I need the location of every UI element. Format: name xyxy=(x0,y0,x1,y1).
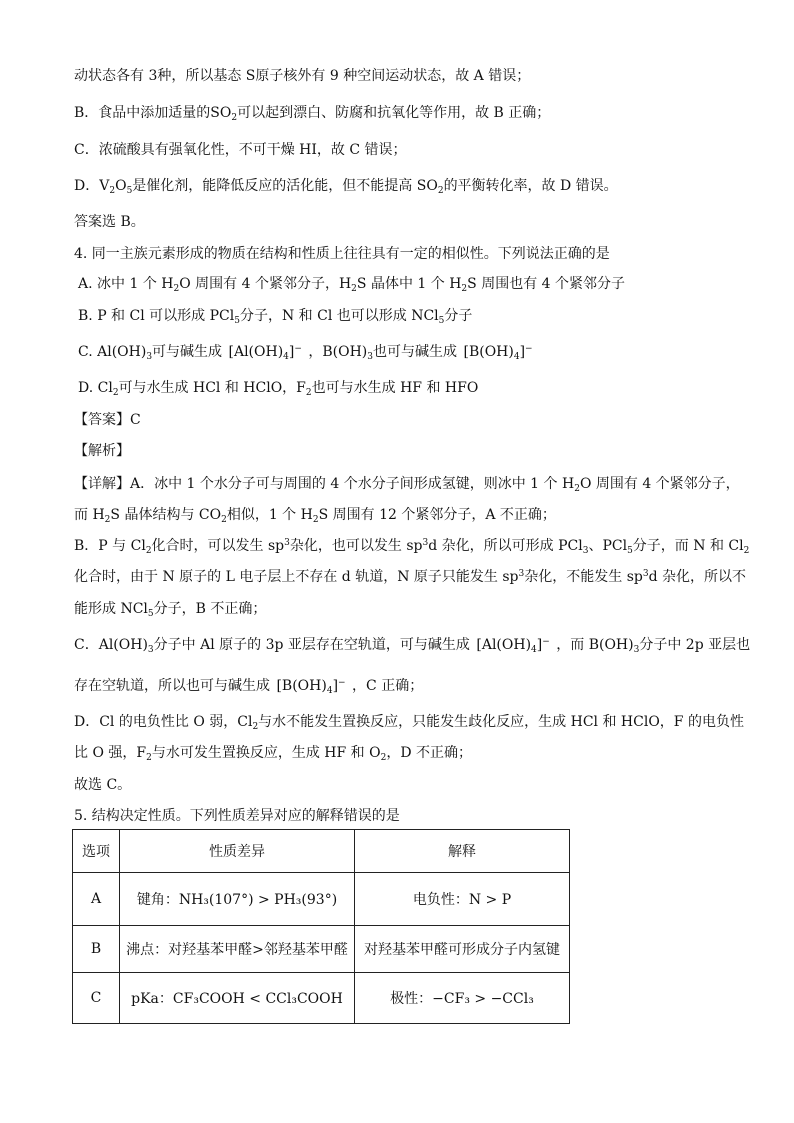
complex-ion: $[Al(OH)_4]^-$ xyxy=(228,344,302,362)
text-line: B．食品中添加适量的$SO_2$可以起到漂白、防腐和抗氧化等作用，故 B 正确； xyxy=(74,105,551,123)
detail-line: C．$Al(OH)_3$分子中 Al 原子的 3p 亚层存在空轨道，可与碱生成 $[Al(OH)_4]^-$ ，而 $B(OH)_3$分子中 2p 亚层也 xyxy=(74,637,751,655)
table-cell: A xyxy=(73,873,120,926)
option-d: D. $Cl_2$可与水生成 HCl 和 HClO，$F_2$也可与水生成 HF 和 HFO xyxy=(78,380,479,398)
question-stem: 5. 结构决定性质。下列性质差异对应的解释错误的是 xyxy=(74,808,400,824)
analysis-tag: 【解析】 xyxy=(74,443,130,459)
option-c: C. $Al(OH)_3$可与碱生成 $[Al(OH)_4]^-$ ，$B(OH)_3$也可与碱生成 $[B(OH)_4]^-$ xyxy=(78,344,533,362)
table-row xyxy=(73,926,570,973)
answer-tag: 【答案】 xyxy=(74,412,130,428)
detail-line: D．Cl 的电负性比 O 弱，$Cl_2$与水不能发生置换反应，只能发生歧化反应，生成 HCl 和 HClO，F 的电负性 xyxy=(74,714,744,732)
text-line: 动状态各有 3种，所以基态 S原子核外有 9 种空间运动状态，故 A 错误； xyxy=(74,68,531,84)
detail-line: 存在空轨道，所以也可与碱生成 $[B(OH)_4]^-$ ，C 正确； xyxy=(74,678,424,696)
table-row xyxy=(73,873,570,926)
table-cell: B xyxy=(73,926,120,973)
table-header: 解释 xyxy=(355,830,570,873)
option-b: B. P 和 Cl 可以形成 PCl$_5$分子，N 和 Cl 也可以形成 NCl$_5$分子 xyxy=(78,308,473,326)
text-line: C．浓硫酸具有强氧化性，不可干燥 HI，故 C 错误； xyxy=(74,142,407,158)
question-stem: 4. 同一主族元素形成的物质在结构和性质上往往具有一定的相似性。下列说法正确的是 xyxy=(74,246,610,262)
complex-ion: $[Al(OH)_4]^-$ xyxy=(476,637,550,655)
text-line: 答案选 B。 xyxy=(74,214,145,230)
table-header: 选项 xyxy=(73,830,120,873)
detail-line: 比 O 强，$F_2$与水可发生置换反应，生成 HF 和 $O_2$，D 不正确； xyxy=(74,745,473,763)
detail-line: B．P 与 $Cl_2$化合时，可以发生 $sp^3$杂化，也可以发生 $sp^3d$ 杂化，所以可形成 PCl$_3$、PCl$_5$分子，而 N 和 $Cl_2$ xyxy=(74,538,750,556)
options-table xyxy=(72,829,570,1024)
table-header-row xyxy=(73,830,570,873)
detail-line: 能形成 NCl$_5$分子，B 不正确； xyxy=(74,601,267,619)
table-row xyxy=(73,973,570,1024)
complex-ion: $[B(OH)_4]^-$ xyxy=(463,344,533,362)
detail-line: 故选 C。 xyxy=(74,777,132,793)
complex-ion: $[B(OH)_4]^-$ xyxy=(276,678,346,696)
table-cell: 键角：NH₃(107°) > PH₃(93°) xyxy=(120,873,355,926)
table-cell: 沸点：对羟基苯甲醛>邻羟基苯甲醛 xyxy=(120,926,355,973)
detail-line: 【详解】A．冰中 1 个水分子可与周围的 4 个水分子间形成氢键，则冰中 1 个 $H_2O$ 周围有 4 个紧邻分子， xyxy=(74,476,740,494)
option-a: A. 冰中 1 个 $H_2O$ 周围有 4 个紧邻分子，$H_2S$ 晶体中 1 个 $H_2S$ 周围也有 4 个紧邻分子 xyxy=(78,276,626,294)
table-cell: pKa：CF₃COOH < CCl₃COOH xyxy=(120,973,355,1024)
table-cell: 电负性：N > P xyxy=(355,873,570,926)
table-cell: 对羟基苯甲醛可形成分子内氢键 xyxy=(355,926,570,973)
table-header: 性质差异 xyxy=(120,830,355,873)
detail-line: 化合时，由于 N 原子的 L 电子层上不存在 d 轨道，N 原子只能发生 $sp^3$杂化，不能发生 $sp^3d$ 杂化，所以不 xyxy=(74,569,747,585)
table-cell: C xyxy=(73,973,120,1024)
detail-line: 而 $H_2S$ 晶体结构与 $CO_2$相似，1 个 $H_2S$ 周围有 12 个紧邻分子，A 不正确； xyxy=(74,507,556,525)
text-line: D．$V_2O_5$是催化剂，能降低反应的活化能，但不能提高 $SO_2$的平衡转化率，故 D 错误。 xyxy=(74,178,618,196)
table-cell: 极性：−CF₃ > −CCl₃ xyxy=(355,973,570,1024)
answer-line: 【答案】C xyxy=(74,412,141,428)
